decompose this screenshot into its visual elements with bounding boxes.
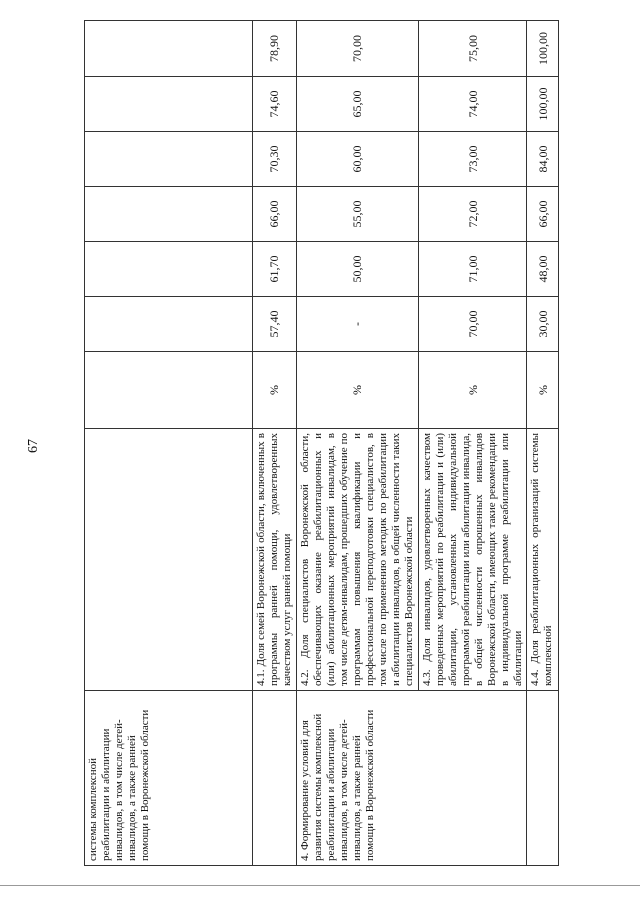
value-cell: 70,30 bbox=[253, 132, 297, 187]
indicator-cell: 4.3. Доля инвалидов, удовлетворенных качеством проведенных мероприятий по реабилитации и (или) абилитации, установленных индивидуальной программой реабилитации или абилитации инвалида, в общей численности опрошенных инвалидов Воронежской области, имеющих такие рекомендации в индивидуальной программе реабилитации или абилитации bbox=[418, 429, 527, 691]
table-row bbox=[85, 21, 253, 866]
value-cell: 60,00 bbox=[297, 132, 419, 187]
value-cell: 75,00 bbox=[418, 21, 527, 77]
value-cell: 84,00 bbox=[527, 132, 559, 187]
indicator-cell: 4.1. Доля семей Воронежской области, включенных в программы ранней помощи, удовлетворенных качеством услуг ранней помощи bbox=[253, 429, 297, 691]
indicator-cell bbox=[85, 429, 253, 691]
value-cell: 50,00 bbox=[297, 242, 419, 297]
rotated-table-wrapper bbox=[84, 21, 555, 866]
objective-cell bbox=[253, 691, 297, 866]
value-cell: 61,70 bbox=[253, 242, 297, 297]
value-cell: 66,00 bbox=[527, 187, 559, 242]
objective-cell: системы комплексной реабилитации и абилитации инвалидов, в том числе детей-инвалидов, а также ранней помощи в Воронежской области bbox=[85, 691, 253, 866]
value-cell: 70,00 bbox=[297, 21, 419, 77]
page-bottom-rule bbox=[0, 885, 640, 886]
value-cell: 72,00 bbox=[418, 187, 527, 242]
indicators-table bbox=[84, 20, 559, 866]
value-cell: 65,00 bbox=[297, 77, 419, 132]
unit-cell: % bbox=[527, 352, 559, 429]
indicator-cell: 4.4. Доля реабилитационных организаций системы комплексной bbox=[527, 429, 559, 691]
value-cell bbox=[85, 132, 253, 187]
value-cell: 71,00 bbox=[418, 242, 527, 297]
value-cell: - bbox=[297, 297, 419, 352]
value-cell: 48,00 bbox=[527, 242, 559, 297]
value-cell: 78,90 bbox=[253, 21, 297, 77]
value-cell bbox=[85, 187, 253, 242]
value-cell: 70,00 bbox=[418, 297, 527, 352]
value-cell: 55,00 bbox=[297, 187, 419, 242]
value-cell: 100,00 bbox=[527, 21, 559, 77]
value-cell: 66,00 bbox=[253, 187, 297, 242]
unit-cell: % bbox=[253, 352, 297, 429]
value-cell bbox=[85, 77, 253, 132]
table-row bbox=[297, 21, 419, 866]
objective-cell bbox=[527, 691, 559, 866]
value-cell: 57,40 bbox=[253, 297, 297, 352]
value-cell: 100,00 bbox=[527, 77, 559, 132]
objective-cell: 4. Формирование условий для развития системы комплексной реабилитации и абилитации инвалидов, в том числе детей-инвалидов, а также ранней помощи в Воронежской области bbox=[297, 691, 527, 866]
value-cell bbox=[85, 297, 253, 352]
value-cell: 74,00 bbox=[418, 77, 527, 132]
value-cell bbox=[85, 242, 253, 297]
value-cell: 30,00 bbox=[527, 297, 559, 352]
table-row bbox=[253, 21, 297, 866]
unit-cell: % bbox=[297, 352, 419, 429]
value-cell: 74,60 bbox=[253, 77, 297, 132]
page-number: 67 bbox=[26, 439, 41, 453]
value-cell bbox=[85, 21, 253, 77]
value-cell: 73,00 bbox=[418, 132, 527, 187]
unit-cell bbox=[85, 352, 253, 429]
table-row bbox=[527, 21, 559, 866]
indicator-cell: 4.2. Доля специалистов Воронежской области, обеспечивающих оказание реабилитационных и (или) абилитационных мероприятий инвалидам, в том числе детям-инвалидам, прошедших обучение по программам повышения квалификации и профессиональной переподготовки специалистов, в том числе по применению методик по реабилитации и абилитации инвалидов, в общей численности таких специалистов Воронежской области bbox=[297, 429, 419, 691]
unit-cell: % bbox=[418, 352, 527, 429]
